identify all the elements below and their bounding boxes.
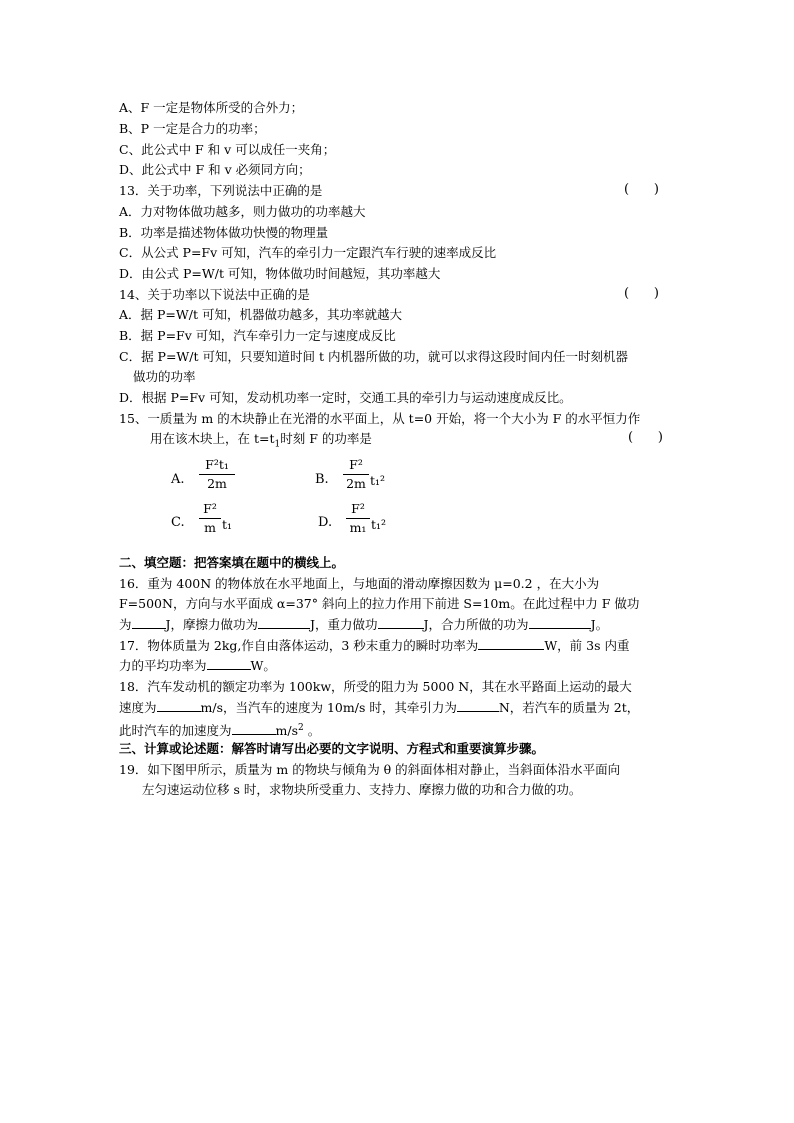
q13-option-a: A．力对物体做功越多，则力做功的功率越大 [119, 204, 366, 219]
q19-line1: 19．如下图甲所示，质量为 m 的物块与倾角为 θ 的斜面体相对静止，当斜面体沿水平面向 [119, 762, 621, 777]
q14-option-b: B．据 P=Fv 可知，汽车牵引力一定与速度成反比 [119, 328, 396, 343]
q14-option-c-line2: 做功的功率 [133, 369, 196, 384]
q18-line1: 18．汽车发动机的额定功率为 100kw，所受的阻力为 5000 N，其在水平路面上运动的最大 [119, 679, 632, 694]
q15-option-b-fraction: F² 2m [343, 457, 369, 492]
q15-option-d-tail: t₁² [371, 517, 387, 532]
q14-stem: 14、关于功率以下说法中正确的是 [119, 287, 310, 302]
q12-option-d: D、此公式中 F 和 v 必须同方向； [119, 162, 311, 177]
q15-option-b-label: B. [315, 472, 329, 487]
q12-option-a: A、F 一定是物体所受的合外力； [119, 100, 304, 115]
q15-stem-line1: 15、一质量为 m 的木块静止在光滑的水平面上，从 t=0 开始，将一个大小为 F 的水平恒力作 [119, 411, 641, 426]
q12-option-b: B、P 一定是合力的功率； [119, 121, 266, 136]
q15-option-c-tail: t₁ [222, 517, 233, 532]
q13-option-d: D．由公式 P=W/t 可知，物体做功时间越短，其功率越大 [119, 266, 441, 281]
q16-line3: 为 J，摩擦力做功为 J，重力做功 J，合力所做的功为 J。 [119, 617, 609, 632]
q15-option-d-label: D. [318, 515, 333, 530]
q17-line2: 力的平均功率为 W。 [119, 658, 276, 673]
q13-option-c: C．从公式 P=Fv 可知，汽车的牵引力一定跟汽车行驶的速率成反比 [119, 245, 497, 260]
q15-answer-bracket: ( ) [628, 430, 663, 445]
q18-line3: 此时汽车的加速度为 $m/s^2$ 。 [119, 723, 321, 739]
q13-option-b: B．功率是描述物体做功快慢的物理量 [119, 225, 329, 240]
section-3-heading: 三、计算或论述题：解答时请写出必要的文字说明、方程式和重要演算步骤。 [119, 741, 545, 756]
q17-line1: 17．物体质量为 2kg,作自由落体运动，3 秒末重力的瞬时功率为 W，前 3s 内重 [119, 638, 630, 653]
q16-line2: F=500N，方向与水平面成 α=37° 斜向上的拉力作用下前进 S=10m。在此过程中力 F 做功 [119, 596, 640, 611]
q15-option-c-fraction: F² m [199, 501, 221, 536]
q13-answer-bracket: ( ) [624, 182, 659, 197]
q15-option-b-tail: t₁² [370, 473, 386, 488]
q15-option-c-label: C. [171, 515, 185, 530]
q12-option-c: C、此公式中 F 和 v 可以成任一夹角； [119, 142, 336, 157]
q14-option-c-line1: C．据 P=W/t 可知，只要知道时间 t 内机器所做的功，就可以求得这段时间内任一时刻机器 [119, 349, 628, 364]
q15-option-a-label: A. [171, 472, 185, 487]
q15-stem-line2: 用在该木块上，在 $t=t_1$时刻 F 的功率是 [150, 431, 372, 450]
q15-option-a-fraction: F²t₁ 2m [199, 457, 235, 492]
q15-option-d-fraction: F² m₁ [346, 501, 370, 536]
q14-answer-bracket: ( ) [624, 286, 659, 301]
q14-option-d: D．根据 P=Fv 可知，发动机功率一定时，交通工具的牵引力与运动速度成反比。 [119, 390, 572, 405]
q18-line2: 速度为 m/s，当汽车的速度为 10m/s 时，其牵引力为 N，若汽车的质量为 2t， [119, 700, 640, 715]
q19-line2: 左匀速运动位移 s 时，求物块所受重力、支持力、摩擦力做的功和合力做的功。 [142, 782, 582, 797]
section-2-heading: 二、填空题：把答案填在题中的横线上。 [119, 555, 345, 570]
q13-stem: 13．关于功率，下列说法中正确的是 [119, 183, 323, 198]
q16-line1: 16．重为 400N 的物体放在水平地面上，与地面的滑动摩擦因数为 μ=0.2 ，在大小为 [119, 576, 600, 591]
q14-option-a: A．据 P=W/t 可知，机器做功越多，其功率就越大 [119, 307, 402, 322]
